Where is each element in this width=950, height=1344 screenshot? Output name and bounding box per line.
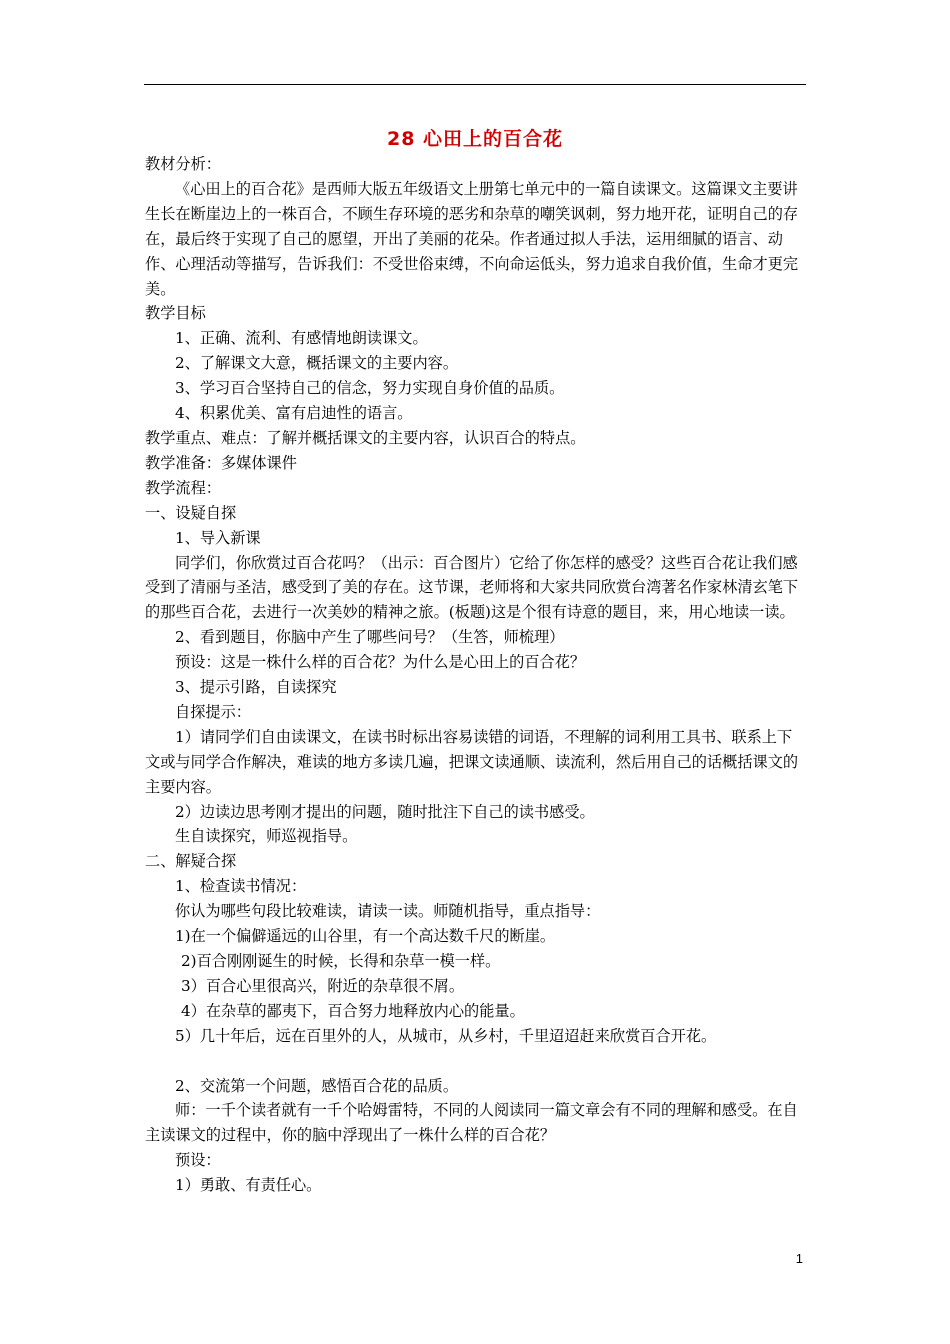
- list-item: 1、检查读书情况：: [175, 877, 307, 896]
- paragraph: 《心田上的百合花》是西师大版五年级语文上册第七单元中的一篇自读课文。这篇课文主要讲生长在断崖边上的一株百合，不顾生存环境的恶劣和杂草的嘲笑讽刺，努力地开花，证明自己的存在，最后终于实现了自己的愿望，开出了美丽的花朵。作者通过拟人手法，运用细腻的语言、动作、心理活动等描写，告诉我们：不受世俗束缚，不向命运低头，努力追求自我价值，生命才更完美。: [145, 179, 799, 298]
- list-item: 1、正确、流利、有感情地朗读课文。: [175, 329, 428, 348]
- paragraph: 同学们，你欣赏过百合花吗？（出示：百合图片）它给了你怎样的感受？这些百合花让我们感受到了清丽与圣洁，感受到了美的存在。这节课，老师将和大家共同欣赏台湾著名作家林清玄笔下的那些百合花，去进行一次美妙的精神之旅。(板题)这是个很有诗意的题目，来，用心地读一读。: [145, 553, 799, 622]
- paragraph: 生自读探究，师巡视指导。: [175, 827, 358, 846]
- paragraph: 2）边读边思考刚才提出的问题，随时批注下自己的读书感受。: [175, 802, 595, 821]
- section-heading: 教学流程：: [145, 478, 221, 497]
- paragraph: 自探提示：: [175, 702, 251, 721]
- page-number: 1: [795, 1251, 803, 1266]
- quote-line: 1)在一个偏僻遥远的山谷里，有一个高达数千尺的断崖。: [175, 927, 556, 946]
- page-title: 28 心田上的百合花: [386, 128, 564, 150]
- section-heading: 教学准备：多媒体课件: [145, 453, 297, 472]
- header-rule: [144, 84, 806, 85]
- paragraph: 你认为哪些句段比较难读，请读一读。师随机指导，重点指导：: [175, 902, 601, 921]
- list-item: 2、了解课文大意，概括课文的主要内容。: [175, 354, 459, 373]
- blank-line: [145, 1049, 807, 1074]
- section-heading: 教材分析：: [145, 155, 221, 173]
- list-item: 3、学习百合坚持自己的信念，努力实现自身价值的品质。: [175, 379, 565, 398]
- list-item: 1、导入新课: [175, 528, 261, 547]
- quote-line: 5）几十年后，远在百里外的人，从城市，从乡村，千里迢迢赶来欣赏百合开花。: [175, 1026, 717, 1045]
- paragraph: 师：一千个读者就有一千个哈姆雷特，不同的人阅读同一篇文章会有不同的理解和感受。在自主读课文的过程中，你的脑中浮现出了一株什么样的百合花？: [145, 1101, 798, 1145]
- section-heading: 二、解疑合探: [145, 852, 237, 871]
- section-heading: 教学目标: [145, 304, 206, 323]
- list-item: 2、交流第一个问题，感悟百合花的品质。: [175, 1076, 459, 1095]
- list-item: 3、提示引路，自读探究: [175, 678, 337, 697]
- document-body: [145, 152, 807, 1198]
- list-item: 4、积累优美、富有启迪性的语言。: [175, 404, 413, 423]
- quote-line: 4）在杂草的鄙夷下，百合努力地释放内心的能量。: [181, 1001, 525, 1020]
- paragraph: 1）请同学们自由读课文，在读书时标出容易读错的词语，不理解的词利用工具书、联系上下文或与同学合作解决，难读的地方多读几遍，把课文读通顺、读流利，然后用自己的话概括课文的主要内容。: [145, 727, 799, 796]
- paragraph: 预设：这是一株什么样的百合花？为什么是心田上的百合花？: [175, 653, 586, 672]
- quote-line: 3）百合心里很高兴，附近的杂草很不屑。: [181, 976, 465, 995]
- section-heading: 一、设疑自探: [145, 503, 237, 522]
- section-heading: 教学重点、难点：了解并概括课文的主要内容，认识百合的特点。: [145, 428, 586, 447]
- quote-line: 2)百合刚刚诞生的时候，长得和杂草一模一样。: [181, 952, 501, 970]
- list-item: 2、看到题目，你脑中产生了哪些问号？（生答，师梳理）: [175, 628, 565, 647]
- paragraph: 1）勇敢、有责任心。: [175, 1176, 322, 1195]
- paragraph: 预设：: [175, 1151, 221, 1170]
